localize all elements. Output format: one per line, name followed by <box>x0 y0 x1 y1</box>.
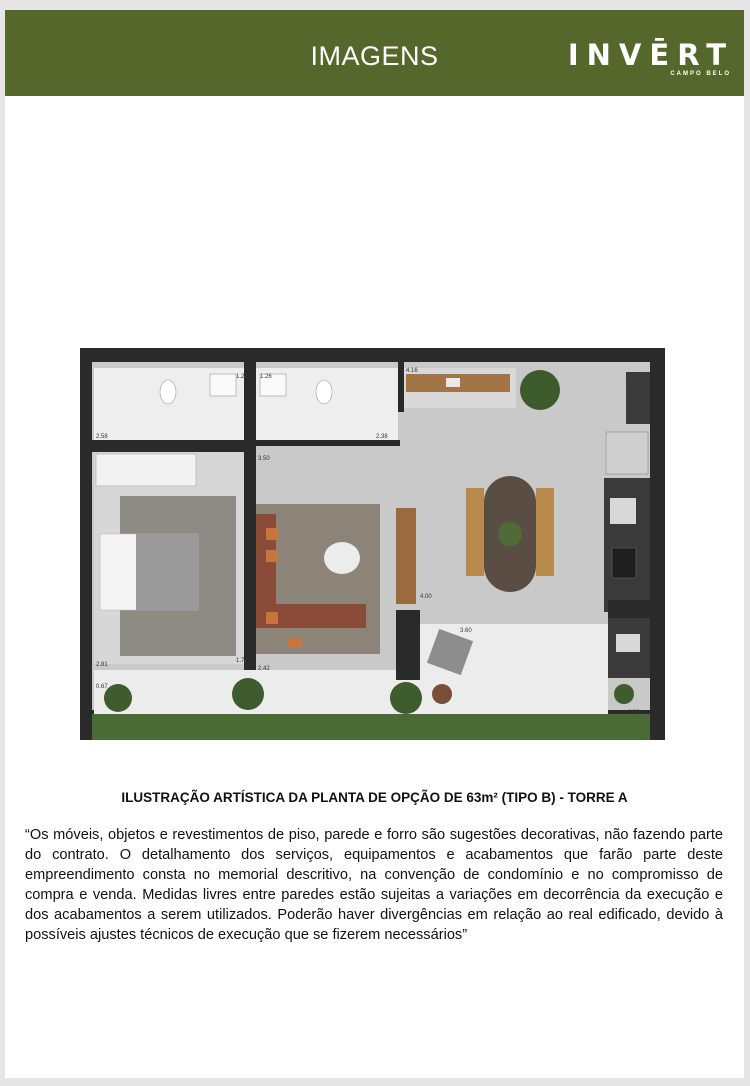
wall <box>398 360 404 412</box>
wall <box>244 360 256 670</box>
cushion <box>288 638 302 648</box>
toilet-icon <box>316 380 332 404</box>
dimension-label: 4.00 <box>420 594 432 600</box>
dimension-label: 0.36 <box>628 710 640 716</box>
wall <box>80 360 92 740</box>
sink-icon <box>210 374 236 396</box>
dimension-label: 3.50 <box>258 456 270 462</box>
dimension-label: 3.60 <box>460 628 472 634</box>
laundry-sink <box>616 634 640 652</box>
wall <box>396 610 420 680</box>
logo-wordmark: INVĒRT <box>567 38 734 72</box>
bed-blanket <box>136 534 198 610</box>
tv-console <box>396 508 416 604</box>
cushion <box>266 550 278 562</box>
header-bar <box>5 10 744 96</box>
wall <box>88 440 244 452</box>
fridge <box>606 432 648 474</box>
wall <box>256 440 400 446</box>
dimension-label: 2.81 <box>96 662 108 668</box>
side-table <box>432 684 452 704</box>
wall <box>650 360 665 740</box>
dimension-label: 1.26 <box>236 374 248 380</box>
dining-chairs-left <box>466 488 484 576</box>
dimension-label: 2.58 <box>96 434 108 440</box>
shrub <box>104 684 132 712</box>
shrub <box>614 684 634 704</box>
coffee-table <box>324 542 360 574</box>
dimension-label: 2.38 <box>376 434 388 440</box>
shrub <box>232 678 264 710</box>
cushion <box>266 612 278 624</box>
laptop <box>446 378 460 387</box>
cooktop <box>612 548 636 578</box>
cushion <box>266 528 278 540</box>
document-page <box>5 10 744 1078</box>
wall <box>80 348 665 360</box>
dimension-label: 2.42 <box>258 666 270 672</box>
kitchen-sink <box>610 498 636 524</box>
dimension-label: 4.16 <box>406 368 418 374</box>
logo-subtitle: CAMPO BELO <box>670 71 731 77</box>
dimension-label: 1.26 <box>260 374 272 380</box>
page-title: IMAGENS <box>310 41 439 71</box>
dimension-label: 1.71 <box>236 658 248 664</box>
plan-caption: ILUSTRAÇÃO ARTÍSTICA DA PLANTA DE OPÇÃO DE 63m² (TIPO B) - TORRE A <box>121 790 628 805</box>
hedge <box>92 714 650 740</box>
floor-plan-illustration <box>80 348 665 740</box>
dimension-label: 3.57 <box>626 374 638 380</box>
brand-logo <box>567 38 734 83</box>
disclaimer-text: “Os móveis, objetos e revestimentos de piso, parede e forro são sugestões decorativas, não fazendo parte do contrato. O detalhamento dos serviços, equipamentos e acabamentos que farão parte deste empreendimento consta no memorial descritivo, na convenção de condomínio e no compromisso de compra e venda. Medidas livres entre paredes estão sujeitas a variações em decorrência da execução e dos acabamentos a serem utilizados. Poderão haver divergências em relação ao real edificado, devido à possíveis ajustes técnicos de execução que se fizerem necessários” <box>25 827 723 943</box>
shrub <box>390 682 422 714</box>
dimension-label: 0.67 <box>96 684 108 690</box>
plant-centerpiece <box>498 522 522 546</box>
potted-plant <box>520 370 560 410</box>
dining-chairs-right <box>536 488 554 576</box>
wardrobe <box>96 454 196 486</box>
toilet-icon <box>160 380 176 404</box>
